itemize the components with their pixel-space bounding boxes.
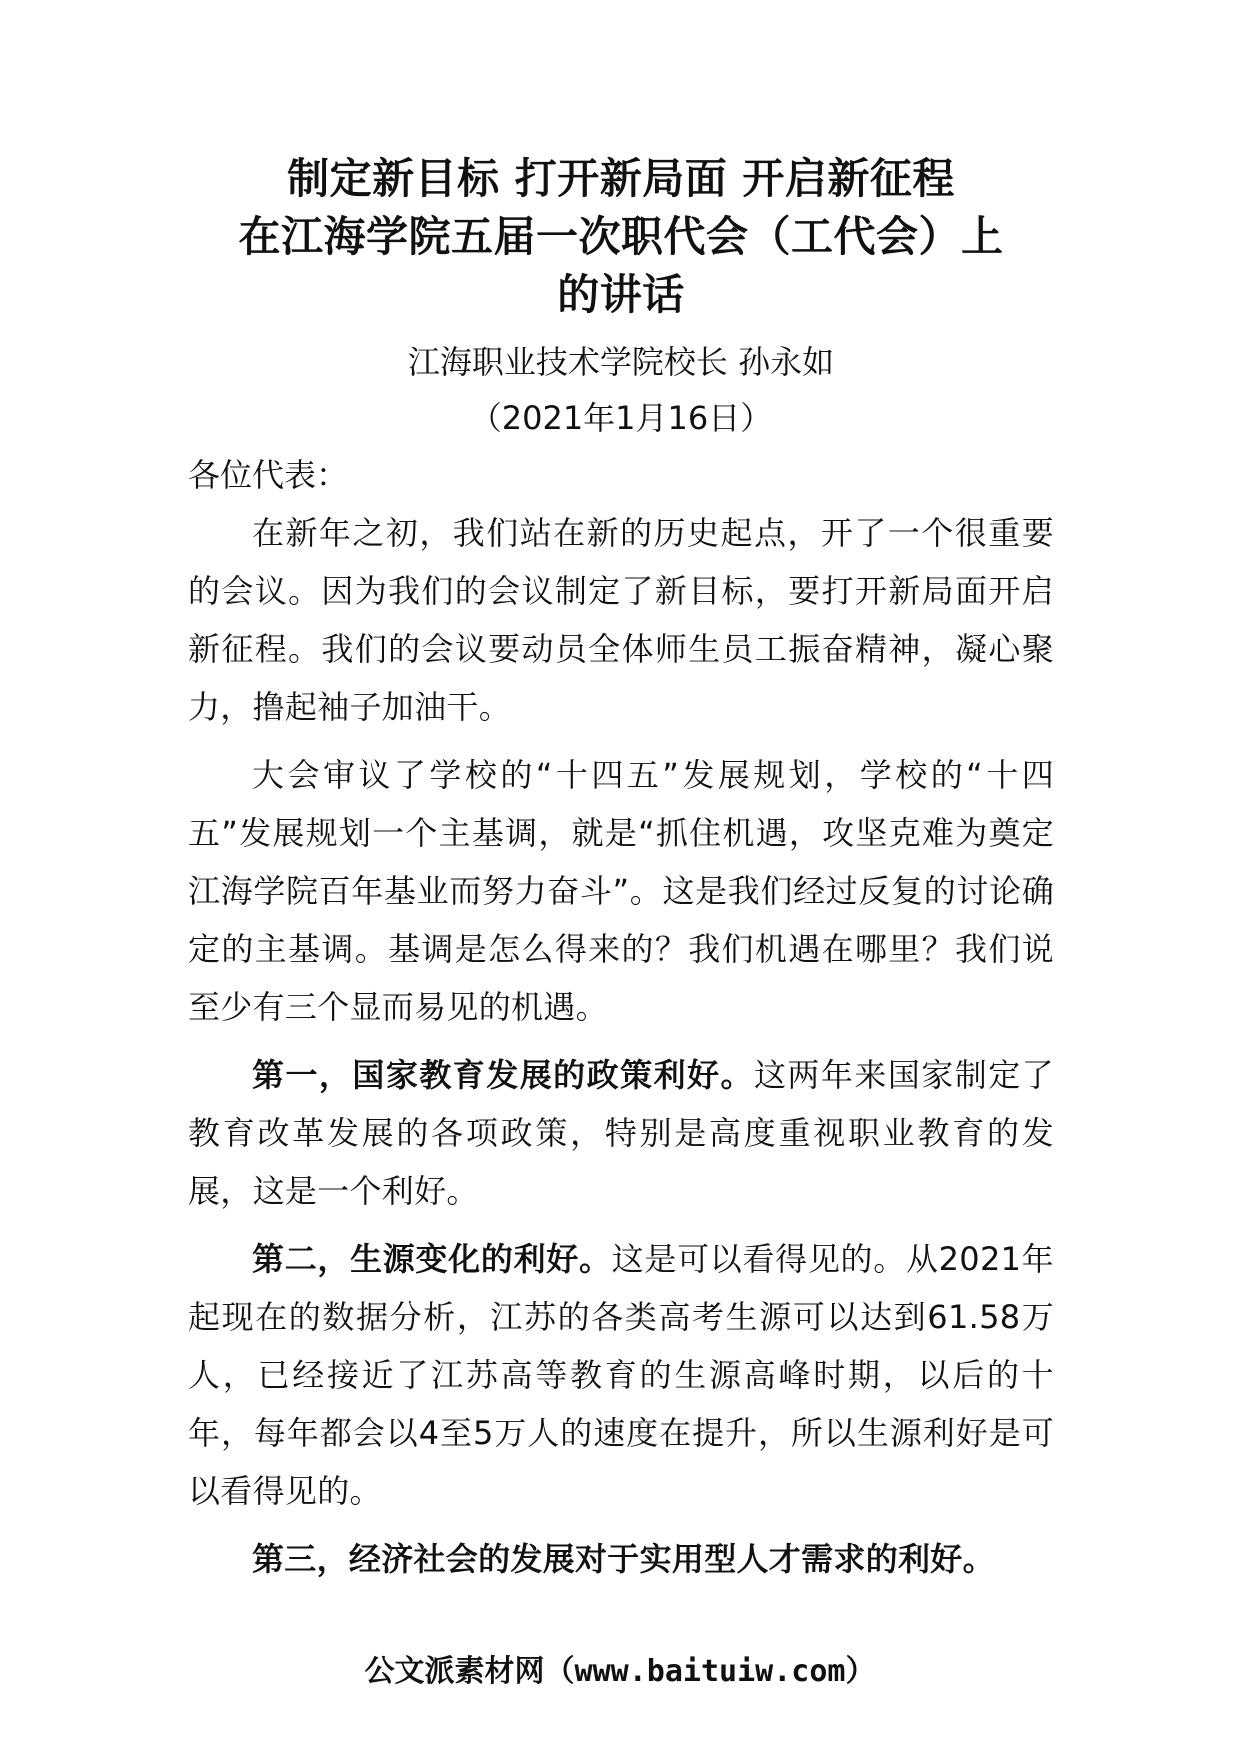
- title-line-3: 的讲话: [557, 270, 685, 319]
- salutation: 各位代表：: [188, 456, 349, 494]
- paragraph-4: [188, 1230, 1054, 1520]
- footer-url: （www.baituiw.com）: [544, 1654, 876, 1689]
- paragraph-2-text: 大会审议了学校的“十四五”发展规划，学校的“十四五”发展规划一个主基调，就是“抓住机遇，攻坚克难为奠定江海学院百年基业而努力奋斗”。这是我们经过反复的讨论确定的主基调。基调是怎么得来的？我们机遇在哪里？我们说至少有三个显而易见的机遇。: [188, 756, 1054, 1026]
- paragraph-4-heading: 第二，生源变化的利好。: [252, 1240, 612, 1278]
- paragraph-3-text: 这两年来国家制定了教育改革发展的各项政策，特别是高度重视职业教育的发展，这是一个利好。: [188, 1056, 1054, 1210]
- paragraph-3-heading: 第一，国家教育发展的政策利好。: [252, 1056, 754, 1094]
- paragraph-5: [188, 1530, 1054, 1588]
- paragraph-2: [188, 746, 1054, 1036]
- author-byline: 江海职业技术学院校长 孙永如: [407, 343, 835, 381]
- paragraph-5-heading: 第三，经济社会的发展对于实用型人才需求的利好。: [252, 1540, 995, 1578]
- document-page: [188, 150, 1054, 1588]
- paragraph-3: [188, 1046, 1054, 1220]
- paragraph-4-text: 这是可以看得见的。从2021年起现在的数据分析，江苏的各类高考生源可以达到61.58万人，已经接近了江苏高等教育的生源高峰时期，以后的十年，每年都会以4至5万人的速度在提升，所以生源利好是可以看得见的。: [188, 1240, 1054, 1510]
- footer-site-name: 公文派素材网: [364, 1654, 545, 1689]
- speech-date: （2021年1月16日）: [469, 399, 773, 437]
- paragraph-1-text: 在新年之初，我们站在新的历史起点，开了一个很重要的会议。因为我们的会议制定了新目标，要打开新局面开启新征程。我们的会议要动员全体师生员工振奋精神，凝心聚力，撸起袖子加油干。: [188, 514, 1054, 726]
- title-line-1: 制定新目标 打开新局面 开启新征程: [287, 154, 955, 203]
- title-line-2: 在江海学院五届一次职代会（工代会）上: [238, 212, 1004, 261]
- paragraph-1: [188, 504, 1054, 736]
- footer-watermark: [0, 1646, 1240, 1690]
